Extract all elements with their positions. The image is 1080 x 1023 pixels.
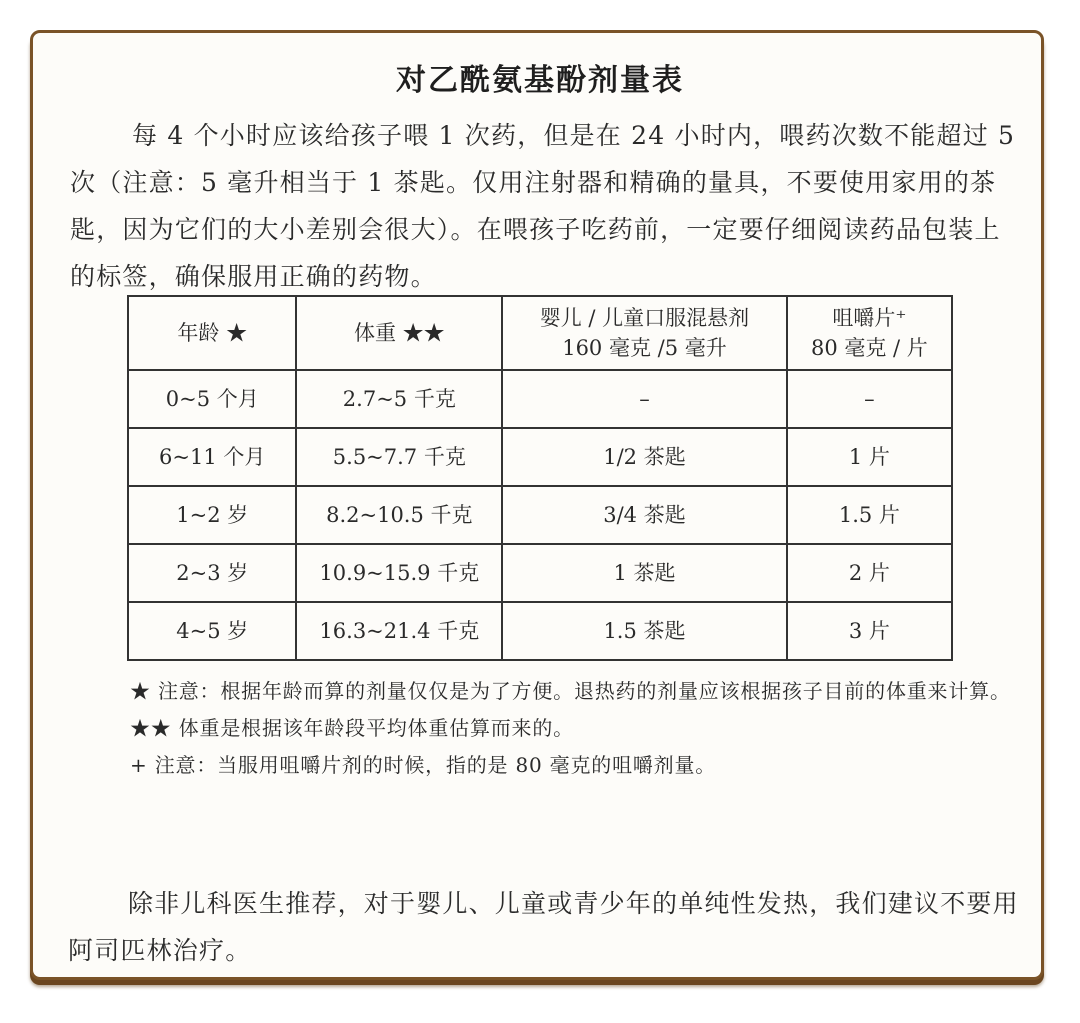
table-row (128, 486, 952, 544)
header-suspension: 婴儿 / 儿童口服混悬剂 160 毫克 /5 毫升 (502, 296, 787, 370)
footnotes (85, 673, 1020, 784)
cell-suspension: 1.5 茶匙 (502, 602, 787, 660)
table-row (128, 544, 952, 602)
cell-chewable: 3 片 (787, 602, 952, 660)
footnote-chewable: + 注意：当服用咀嚼片剂的时候，指的是 80 毫克的咀嚼剂量。 (130, 753, 717, 777)
table-row (128, 428, 952, 486)
table-row (128, 370, 952, 428)
cell-suspension: – (502, 370, 787, 428)
closing-paragraph: 除非儿科医生推荐，对于婴儿、儿童或青少年的单纯性发热，我们建议不要用阿司匹林治疗。 (68, 889, 1019, 965)
header-age: 年龄 ★ (128, 296, 296, 370)
cell-age: 1~2 岁 (128, 486, 296, 544)
cell-weight: 8.2~10.5 千克 (296, 486, 502, 544)
table-row (128, 602, 952, 660)
table-header-row (128, 296, 952, 370)
intro-paragraph: 每 4 个小时应该给孩子喂 1 次药，但是在 24 小时内，喂药次数不能超过 5 次（注意：5 毫升相当于 1 茶匙。仅用注射器和精确的量具，不要使用家用的茶匙，因为它们的大小差别会很大）。在喂孩子吃药前，一定要仔细阅读药品包装上的标签，确保服用正确的药物。 (70, 121, 1016, 291)
header-weight: 体重 ★★ (296, 296, 502, 370)
cell-chewable: – (787, 370, 952, 428)
cell-suspension: 3/4 茶匙 (502, 486, 787, 544)
page-title: 对乙酰氨基酚剂量表 (396, 63, 684, 98)
cell-chewable: 2 片 (787, 544, 952, 602)
cell-weight: 5.5~7.7 千克 (296, 428, 502, 486)
cell-suspension: 1 茶匙 (502, 544, 787, 602)
footnote-age: ★ 注意：根据年龄而算的剂量仅仅是为了方便。退热药的剂量应该根据孩子目前的体重来计算。 (130, 679, 1011, 703)
dosage-table (127, 295, 953, 661)
cell-age: 0~5 个月 (128, 370, 296, 428)
cell-chewable: 1.5 片 (787, 486, 952, 544)
cell-suspension: 1/2 茶匙 (502, 428, 787, 486)
cell-chewable: 1 片 (787, 428, 952, 486)
cell-weight: 10.9~15.9 千克 (296, 544, 502, 602)
footnote-weight: ★★ 体重是根据该年龄段平均体重估算而来的。 (130, 716, 574, 740)
cell-age: 2~3 岁 (128, 544, 296, 602)
cell-age: 6~11 个月 (128, 428, 296, 486)
cell-weight: 16.3~21.4 千克 (296, 602, 502, 660)
cell-age: 4~5 岁 (128, 602, 296, 660)
header-chewable: 咀嚼片⁺ 80 毫克 / 片 (787, 296, 952, 370)
cell-weight: 2.7~5 千克 (296, 370, 502, 428)
